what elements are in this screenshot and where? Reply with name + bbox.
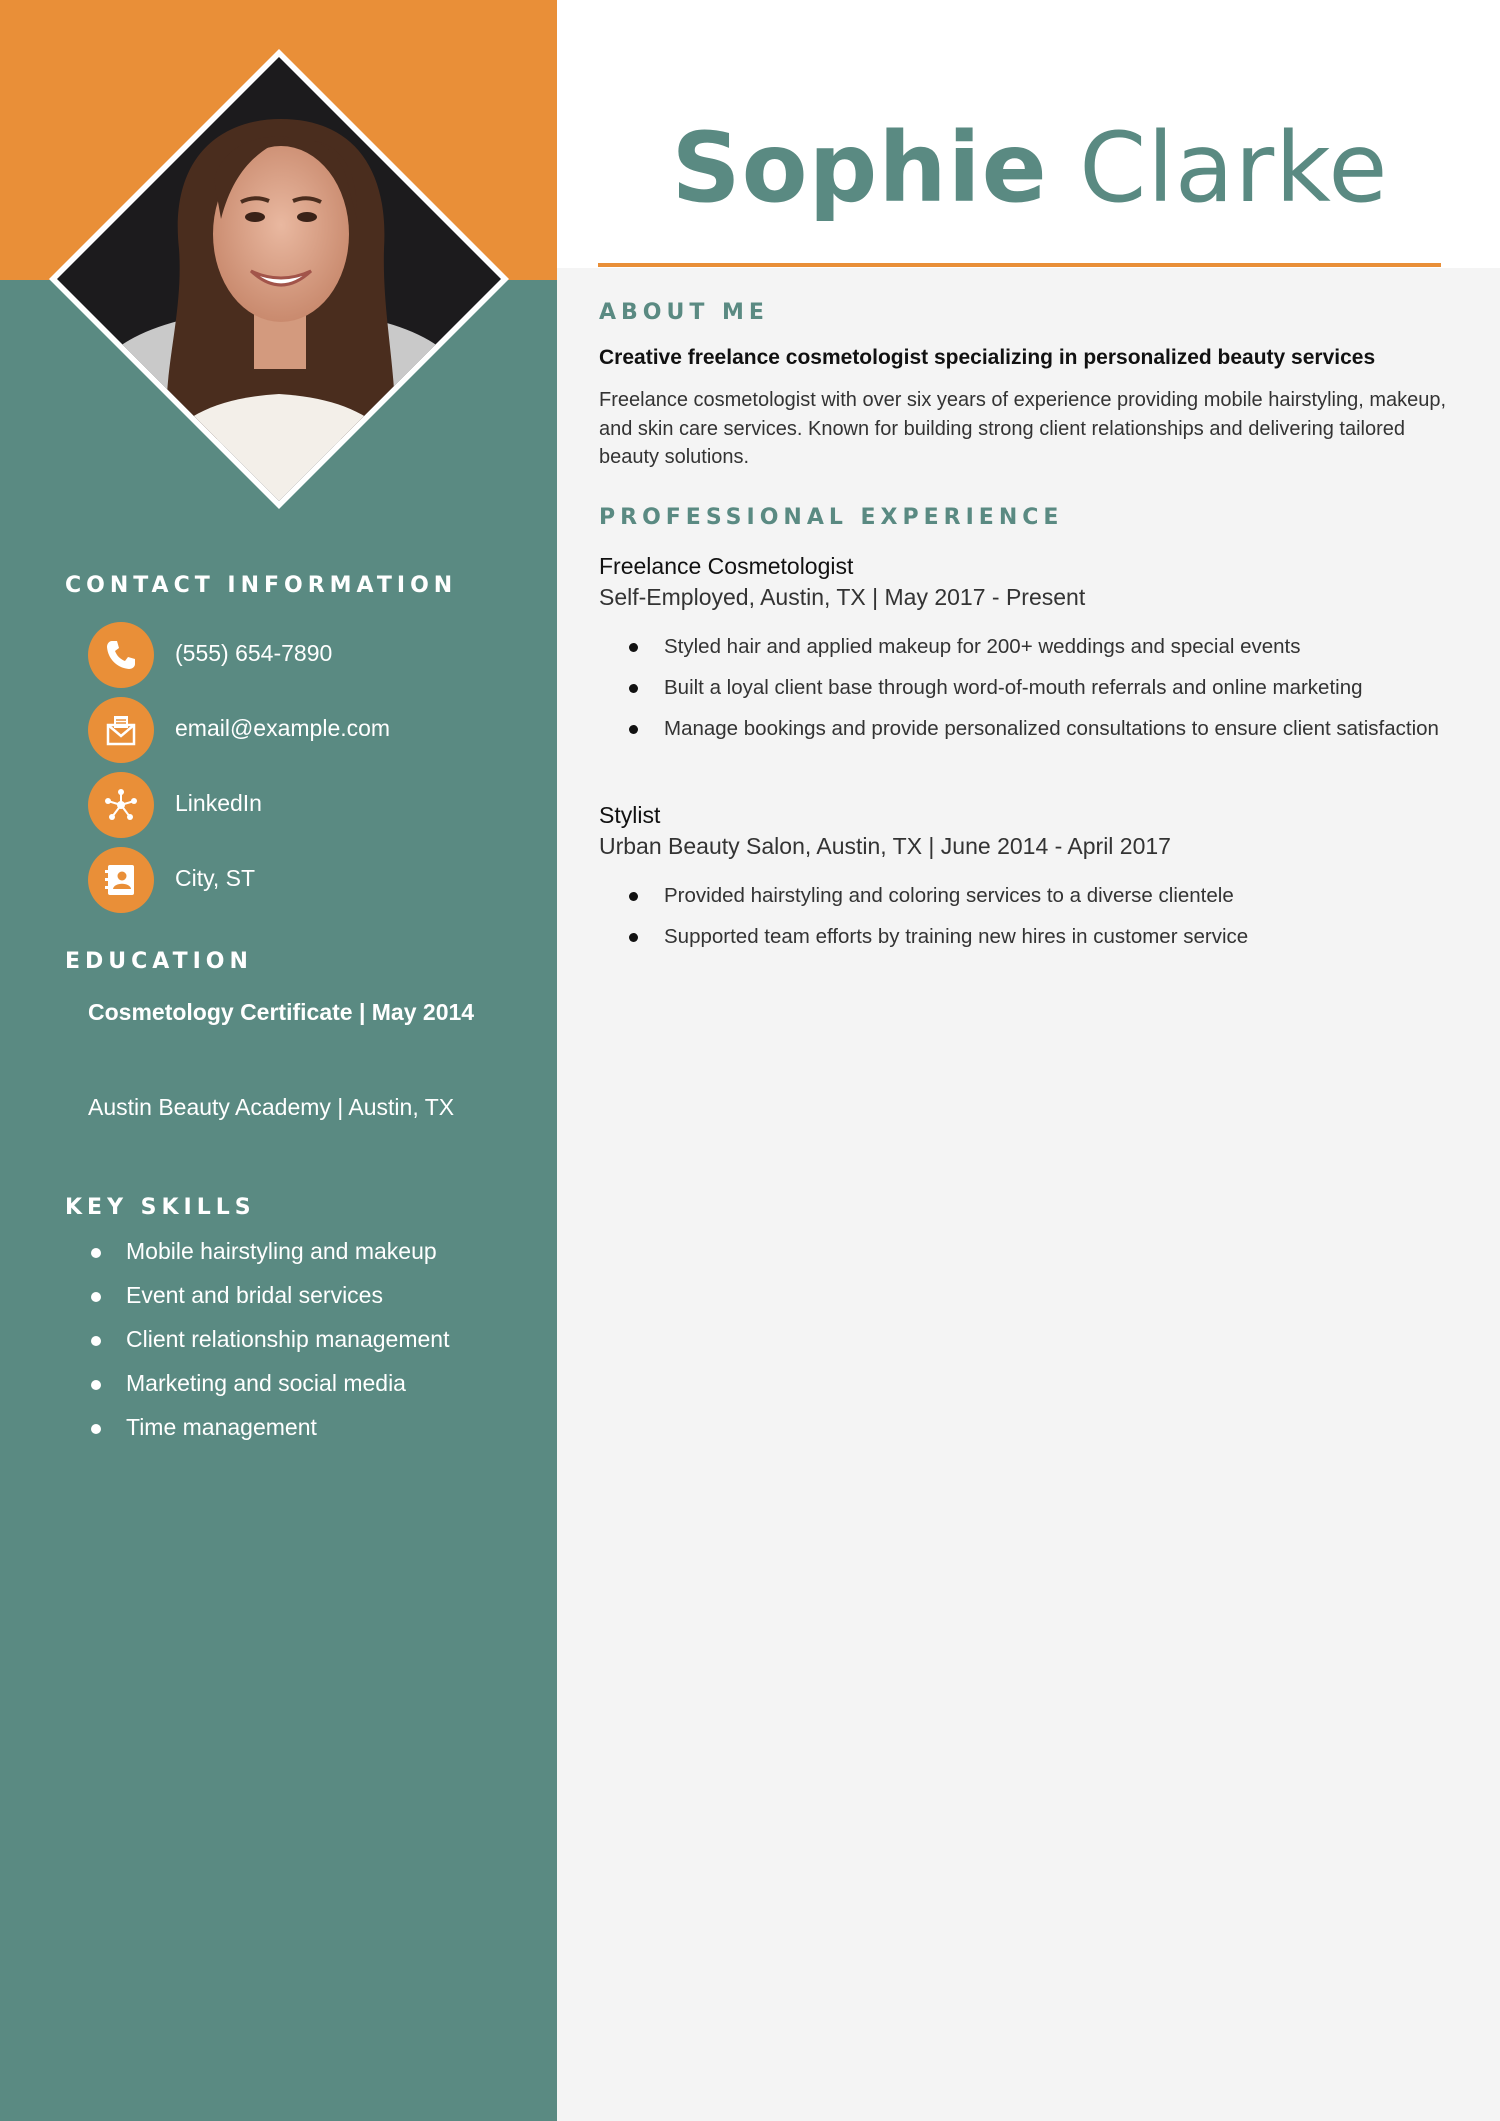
skill-item: Time management (88, 1414, 449, 1458)
job-bullet: Supported team efforts by training new hires in customer service (627, 923, 1447, 951)
profile-photo-diamond (49, 49, 509, 509)
bullet-icon (91, 1380, 101, 1390)
bullet-icon (91, 1292, 101, 1302)
bullet-icon (629, 684, 638, 693)
job-bullet: Provided hairstyling and coloring services to a diverse clientele (627, 882, 1447, 910)
bullet-icon (629, 725, 638, 734)
contact-location-text: City, ST (175, 865, 256, 891)
contact-card-icon (88, 847, 154, 913)
skill-item: Marketing and social media (88, 1370, 449, 1414)
job-bullet: Built a loyal client base through word-of-mouth referrals and online marketing (627, 674, 1447, 702)
bullet-icon (91, 1424, 101, 1434)
skill-item: Client relationship management (88, 1326, 449, 1370)
skills-heading: KEY SKILLS (65, 1195, 256, 1220)
contact-phone-text: (555) 654-7890 (175, 640, 333, 666)
experience-heading: PROFESSIONAL EXPERIENCE (599, 505, 1064, 530)
bullet-icon (91, 1248, 101, 1258)
education-title: Cosmetology Certificate | May 2014 (88, 999, 475, 1025)
last-name: Clarke (1079, 112, 1389, 224)
contact-email-text: email@example.com (175, 715, 391, 741)
bullet-icon (629, 933, 638, 942)
email-icon (88, 697, 154, 763)
about-body: Freelance cosmetologist with over six years of experience providing mobile hairstyling, makeup, and skin care services. Known for building strong client relationships and delivering tailored beauty solutions. (599, 389, 1447, 468)
contact-heading: CONTACT INFORMATION (65, 573, 458, 598)
job-bullets (627, 633, 1447, 756)
candidate-name (600, 112, 1460, 224)
name-divider (598, 263, 1441, 267)
skills-list (88, 1238, 449, 1458)
skill-item: Event and bridal services (88, 1282, 449, 1326)
bullet-icon (629, 643, 638, 652)
contact-email (88, 697, 528, 763)
job-bullets (627, 882, 1447, 964)
bullet-icon (91, 1336, 101, 1346)
job-title: Stylist (599, 802, 661, 828)
about-subtitle: Creative freelance cosmetologist specializing in personalized beauty services (599, 346, 1376, 369)
first-name: Sophie (671, 112, 1048, 224)
contact-location (88, 847, 528, 913)
phone-icon (88, 622, 154, 688)
profile-photo (49, 49, 509, 509)
education-school: Austin Beauty Academy | Austin, TX (88, 1094, 455, 1120)
bullet-icon (629, 892, 638, 901)
job-bullet: Manage bookings and provide personalized consultations to ensure client satisfaction (627, 715, 1447, 743)
contact-phone (88, 622, 528, 688)
network-icon (88, 772, 154, 838)
about-heading: ABOUT ME (599, 300, 769, 325)
job-bullet: Styled hair and applied makeup for 200+ weddings and special events (627, 633, 1447, 661)
skill-item: Mobile hairstyling and makeup (88, 1238, 449, 1282)
contact-linkedin-text: LinkedIn (175, 790, 262, 816)
job-meta: Self-Employed, Austin, TX | May 2017 - Present (599, 584, 1086, 610)
job-title: Freelance Cosmetologist (599, 553, 854, 579)
job-meta: Urban Beauty Salon, Austin, TX | June 2014 - April 2017 (599, 833, 1171, 859)
contact-linkedin (88, 772, 528, 838)
education-heading: EDUCATION (65, 949, 253, 974)
